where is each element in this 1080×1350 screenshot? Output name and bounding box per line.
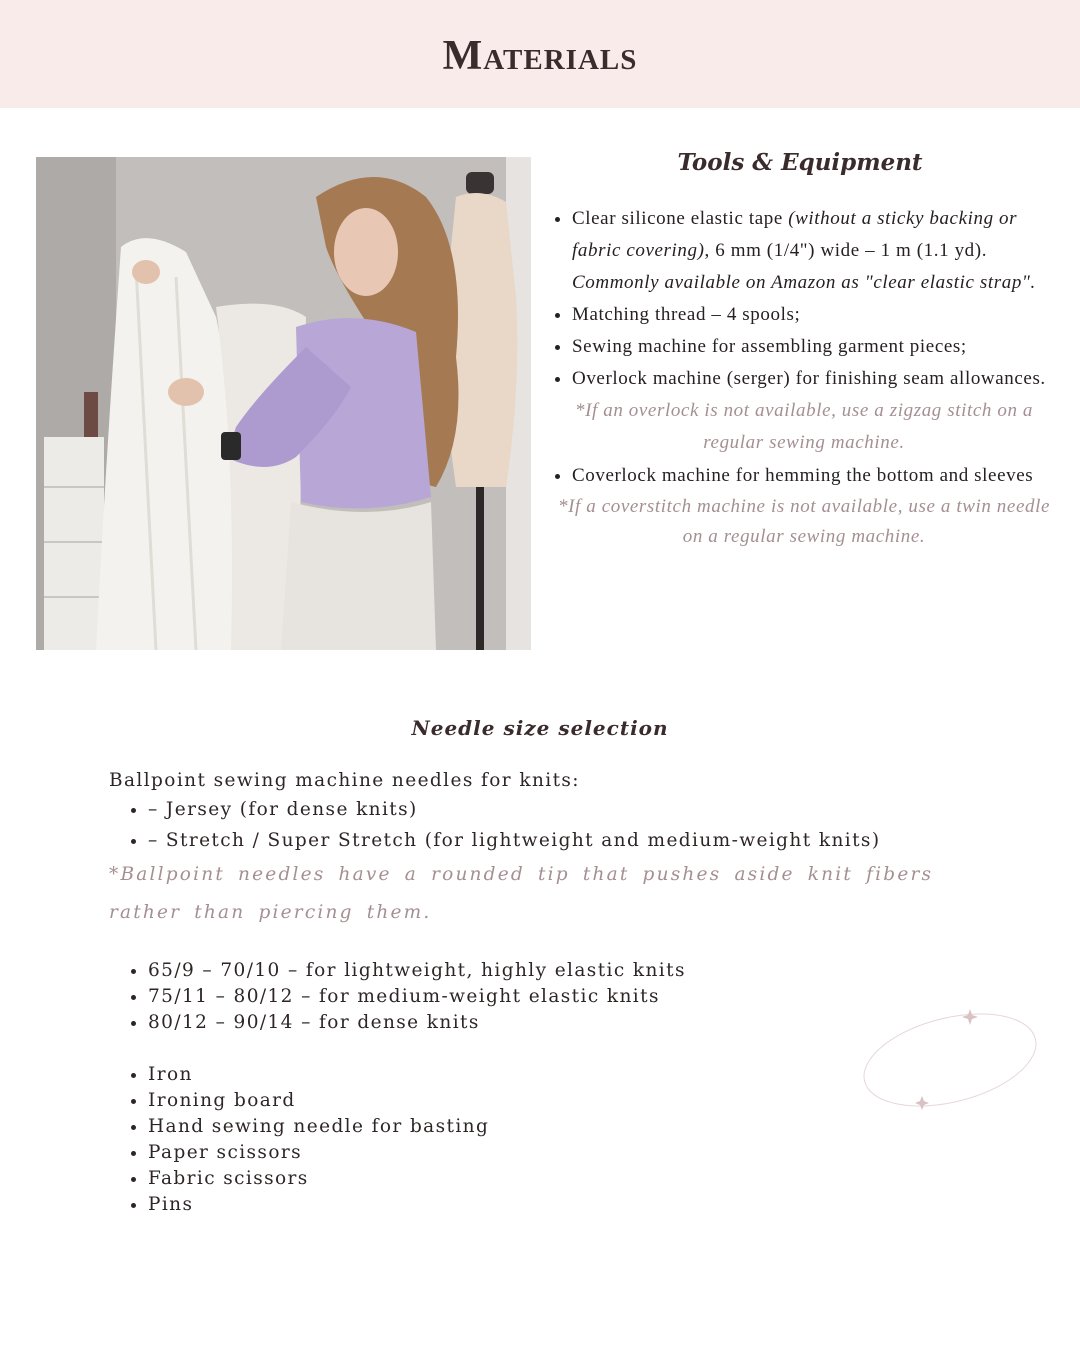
coverstitch-note: *If a coverstitch machine is not available, use a twin needle on a regular sewing machine.: [558, 496, 1050, 547]
list-item: • Paper scissors: [148, 1140, 1009, 1166]
tools-list: [546, 203, 1062, 552]
item-text: , 6 mm (1/4") wide – 1 m (1.1 yd).: [704, 240, 988, 261]
list-item: • 65/9 – 70/10 – for lightweight, highly elastic knits: [148, 958, 1009, 984]
list-item: [572, 203, 1062, 299]
page-title: Materials: [442, 33, 638, 79]
list-item: • – Stretch / Super Stretch (for lightweight and medium-weight knits): [148, 825, 1009, 856]
list-item: • Overlock machine (serger) for finishing seam allowances.: [572, 363, 1062, 395]
needle-types-list: [109, 794, 1009, 856]
tools-title: Tools & Equipment: [677, 149, 923, 176]
item-text: Clear silicone elastic tape: [572, 208, 789, 229]
item-text-italic: Commonly available on Amazon as "clear elastic strap".: [572, 272, 1036, 293]
sparkle-ellipse-decoration: [852, 1000, 1052, 1120]
list-item: • Ironing board: [148, 1088, 1009, 1114]
list-item: • Sewing machine for assembling garment pieces;: [572, 331, 1062, 363]
ballpoint-note: *Ballpoint needles have a rounded tip that pushes aside knit fibers rather than piercing them.: [109, 864, 934, 923]
list-item: • Coverlock machine for hemming the bottom and sleeves: [572, 459, 1062, 492]
needle-section: [109, 768, 1009, 1218]
list-item: • 80/12 – 90/14 – for dense knits: [148, 1010, 1009, 1036]
needle-intro: Ballpoint sewing machine needles for knits:: [109, 770, 580, 791]
item-text-italic: (without a sticky backing or fabric covering): [572, 208, 1018, 261]
list-item: • 75/11 – 80/12 – for medium-weight elastic knits: [148, 984, 1009, 1010]
list-item: • Iron: [148, 1062, 1009, 1088]
overlock-note: *If an overlock is not available, use a zigzag stitch on a regular sewing machine.: [574, 400, 1034, 453]
list-item: • Pins: [148, 1192, 1009, 1218]
needle-title: Needle size selection: [411, 716, 669, 740]
list-item: • Matching thread – 4 spools;: [572, 299, 1062, 331]
list-item: • – Jersey (for dense knits): [148, 794, 1009, 825]
list-item: • Hand sewing needle for basting: [148, 1114, 1009, 1140]
list-item: • Fabric scissors: [148, 1166, 1009, 1192]
photo-woman-holding-knit-fabric: [36, 157, 531, 650]
